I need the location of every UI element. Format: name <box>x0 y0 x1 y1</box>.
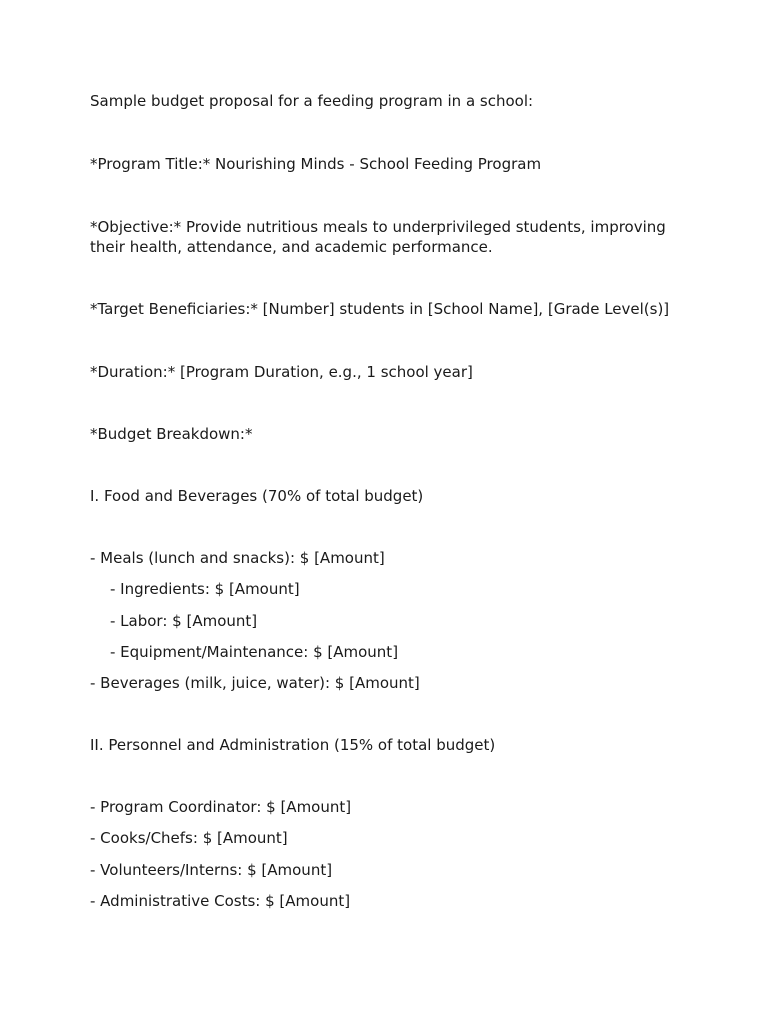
objective-text: *Objective:* Provide nutritious meals to underprivileged students, improving their health, attendance, and academic performance. <box>90 218 666 256</box>
duration-text: *Duration:* [Program Duration, e.g., 1 school year] <box>90 363 473 381</box>
list-item-ingredients: - Ingredients: $ [Amount] <box>110 580 300 598</box>
list-item-equipment: - Equipment/Maintenance: $ [Amount] <box>110 643 399 661</box>
list-item-volunteers: - Volunteers/Interns: $ [Amount] <box>90 861 333 879</box>
list-item-meals: - Meals (lunch and snacks): $ [Amount] <box>90 549 385 567</box>
list-item-cooks: - Cooks/Chefs: $ [Amount] <box>90 829 288 847</box>
program-title: *Program Title:* Nourishing Minds - School Feeding Program <box>90 155 542 173</box>
list-item-labor: - Labor: $ [Amount] <box>110 612 258 630</box>
list-item-beverages: - Beverages (milk, juice, water): $ [Amount] <box>90 674 420 692</box>
intro-text: Sample budget proposal for a feeding program in a school: <box>90 92 534 110</box>
section-food-heading: I. Food and Beverages (70% of total budget) <box>90 487 424 505</box>
list-item-admin-costs: - Administrative Costs: $ [Amount] <box>90 892 351 910</box>
budget-breakdown-heading: *Budget Breakdown:* <box>90 425 253 443</box>
target-beneficiaries: *Target Beneficiaries:* [Number] students in [School Name], [Grade Level(s)] <box>90 300 670 318</box>
list-item-coordinator: - Program Coordinator: $ [Amount] <box>90 798 352 816</box>
section-personnel-heading: II. Personnel and Administration (15% of total budget) <box>90 736 496 754</box>
